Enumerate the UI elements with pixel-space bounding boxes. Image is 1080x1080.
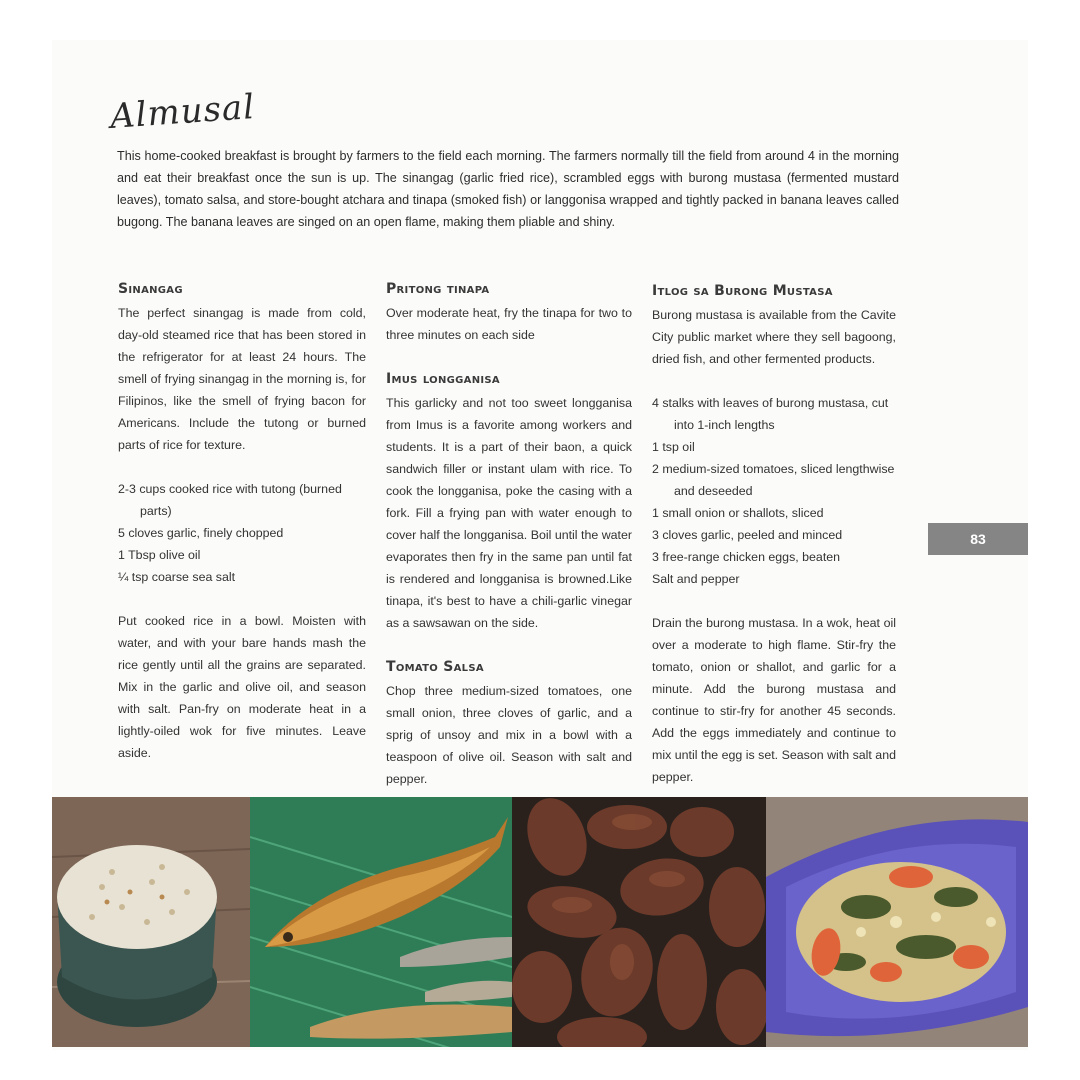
itlog-heading: Itlog sa Burong Mustasa [652,283,833,299]
ingredient-item: Salt and pepper [652,572,740,586]
imus-longganisa-heading: Imus longganisa [386,371,500,387]
tinapa-photo [250,797,512,1047]
ingredient-item: 1 tsp oil [652,440,695,454]
intro-paragraph: This home-cooked breakfast is brought by farmers to the field each morning. The farmers normally till the field from around 4 in the morning and eat their breakfast once the sun is up. The sinangag (garlic fried rice), scrambled eggs with burong mustasa (fermented mustard leaves), tomato salsa, and store-bought atchara and tinapa (smoked fish) or langgonisa wrapped and tightly packed in banana leaves called bugong. The banana leaves are singed on an open flame, making them pliable and shiny. [117,149,899,229]
ingredient-item: 2 medium-sized tomatoes, sliced lengthwise and deseeded [652,462,895,498]
photo-strip [52,797,1028,1047]
itlog-description: Burong mustasa is available from the Cavite City public market where they sell bagoong, dried fish, and other fermented products. [652,308,896,366]
ingredient-item: 1 small onion or shallots, sliced [652,506,824,520]
page-number-tab: 83 [928,523,1028,555]
longganisa-photo [512,797,766,1047]
pritong-tinapa-heading: Pritong tinapa [386,281,490,297]
imus-longganisa-text: This garlicky and not too sweet longganisa from Imus is a favorite among workers and students. It is a part of their baon, a quick sandwich filler or instant ulam with rice. To cook the longganisa, poke the casing with a fork. Fill a frying pan with water enough to cover half the longganisa. Boil until the water evaporates then fry in the same pan until fat is rendered and longganisa is browned.Like tinapa, it's best to have a chili-garlic vinegar as a sawsawan on the side. [386,396,632,630]
sinangag-description: The perfect sinangag is made from cold, day-old steamed rice that has been stored in the refrigerator for at least 24 hours. The smell of frying sinangag in the morning is, for Filipinos, like the smell of frying bacon for Americans. Include the tutong or burned parts of rice for texture. [118,306,366,452]
itlog-photo [766,797,1028,1047]
column-sinangag [118,278,366,764]
itlog-method: Drain the burong mustasa. In a wok, heat oil over a moderate to high flame. Stir-fry the tomato, onion or shallot, and garlic for a minute. Add the burong mustasa and continue to stir-fry for another 45 seconds. Add the eggs immediately and continue to mix until the egg is set. Season with salt and pepper. [652,616,896,784]
sinangag-heading: Sinangag [118,281,183,297]
ingredient-item: 2-3 cups cooked rice with tutong (burned parts) [118,482,342,518]
tomato-salsa-text: Chop three medium-sized tomatoes, one small onion, three cloves of garlic, and a sprig of unsoy and mix in a bowl with a teaspoon of olive oil. Season with salt and pepper. [386,684,632,786]
column-middle [386,278,632,790]
tomato-salsa-heading: Tomato Salsa [386,659,484,675]
ingredient-item: 3 free-range chicken eggs, beaten [652,550,841,564]
page-title: Almusal [108,86,257,138]
sinangag-method: Put cooked rice in a bowl. Moisten with water, and with your bare hands mash the rice gently until all the grains are separated. Mix in the garlic and olive oil, and season with salt. Pan-fry on moderate heat in a lightly-oiled wok for five minutes. Leave aside. [118,614,366,760]
ingredient-item: 3 cloves garlic, peeled and minced [652,528,843,542]
sinangag-ingredients [118,478,366,588]
column-itlog [652,280,896,788]
ingredient-item: 5 cloves garlic, finely chopped [118,526,284,540]
ingredient-item: 1 Tbsp olive oil [118,548,201,562]
itlog-ingredients [652,392,896,590]
pritong-tinapa-text: Over moderate heat, fry the tinapa for two to three minutes on each side [386,306,632,342]
ingredient-item: 4 stalks with leaves of burong mustasa, cut into 1-inch lengths [652,396,889,432]
ingredient-item: ¼ tsp coarse sea salt [118,570,236,584]
sinangag-photo [52,797,250,1047]
